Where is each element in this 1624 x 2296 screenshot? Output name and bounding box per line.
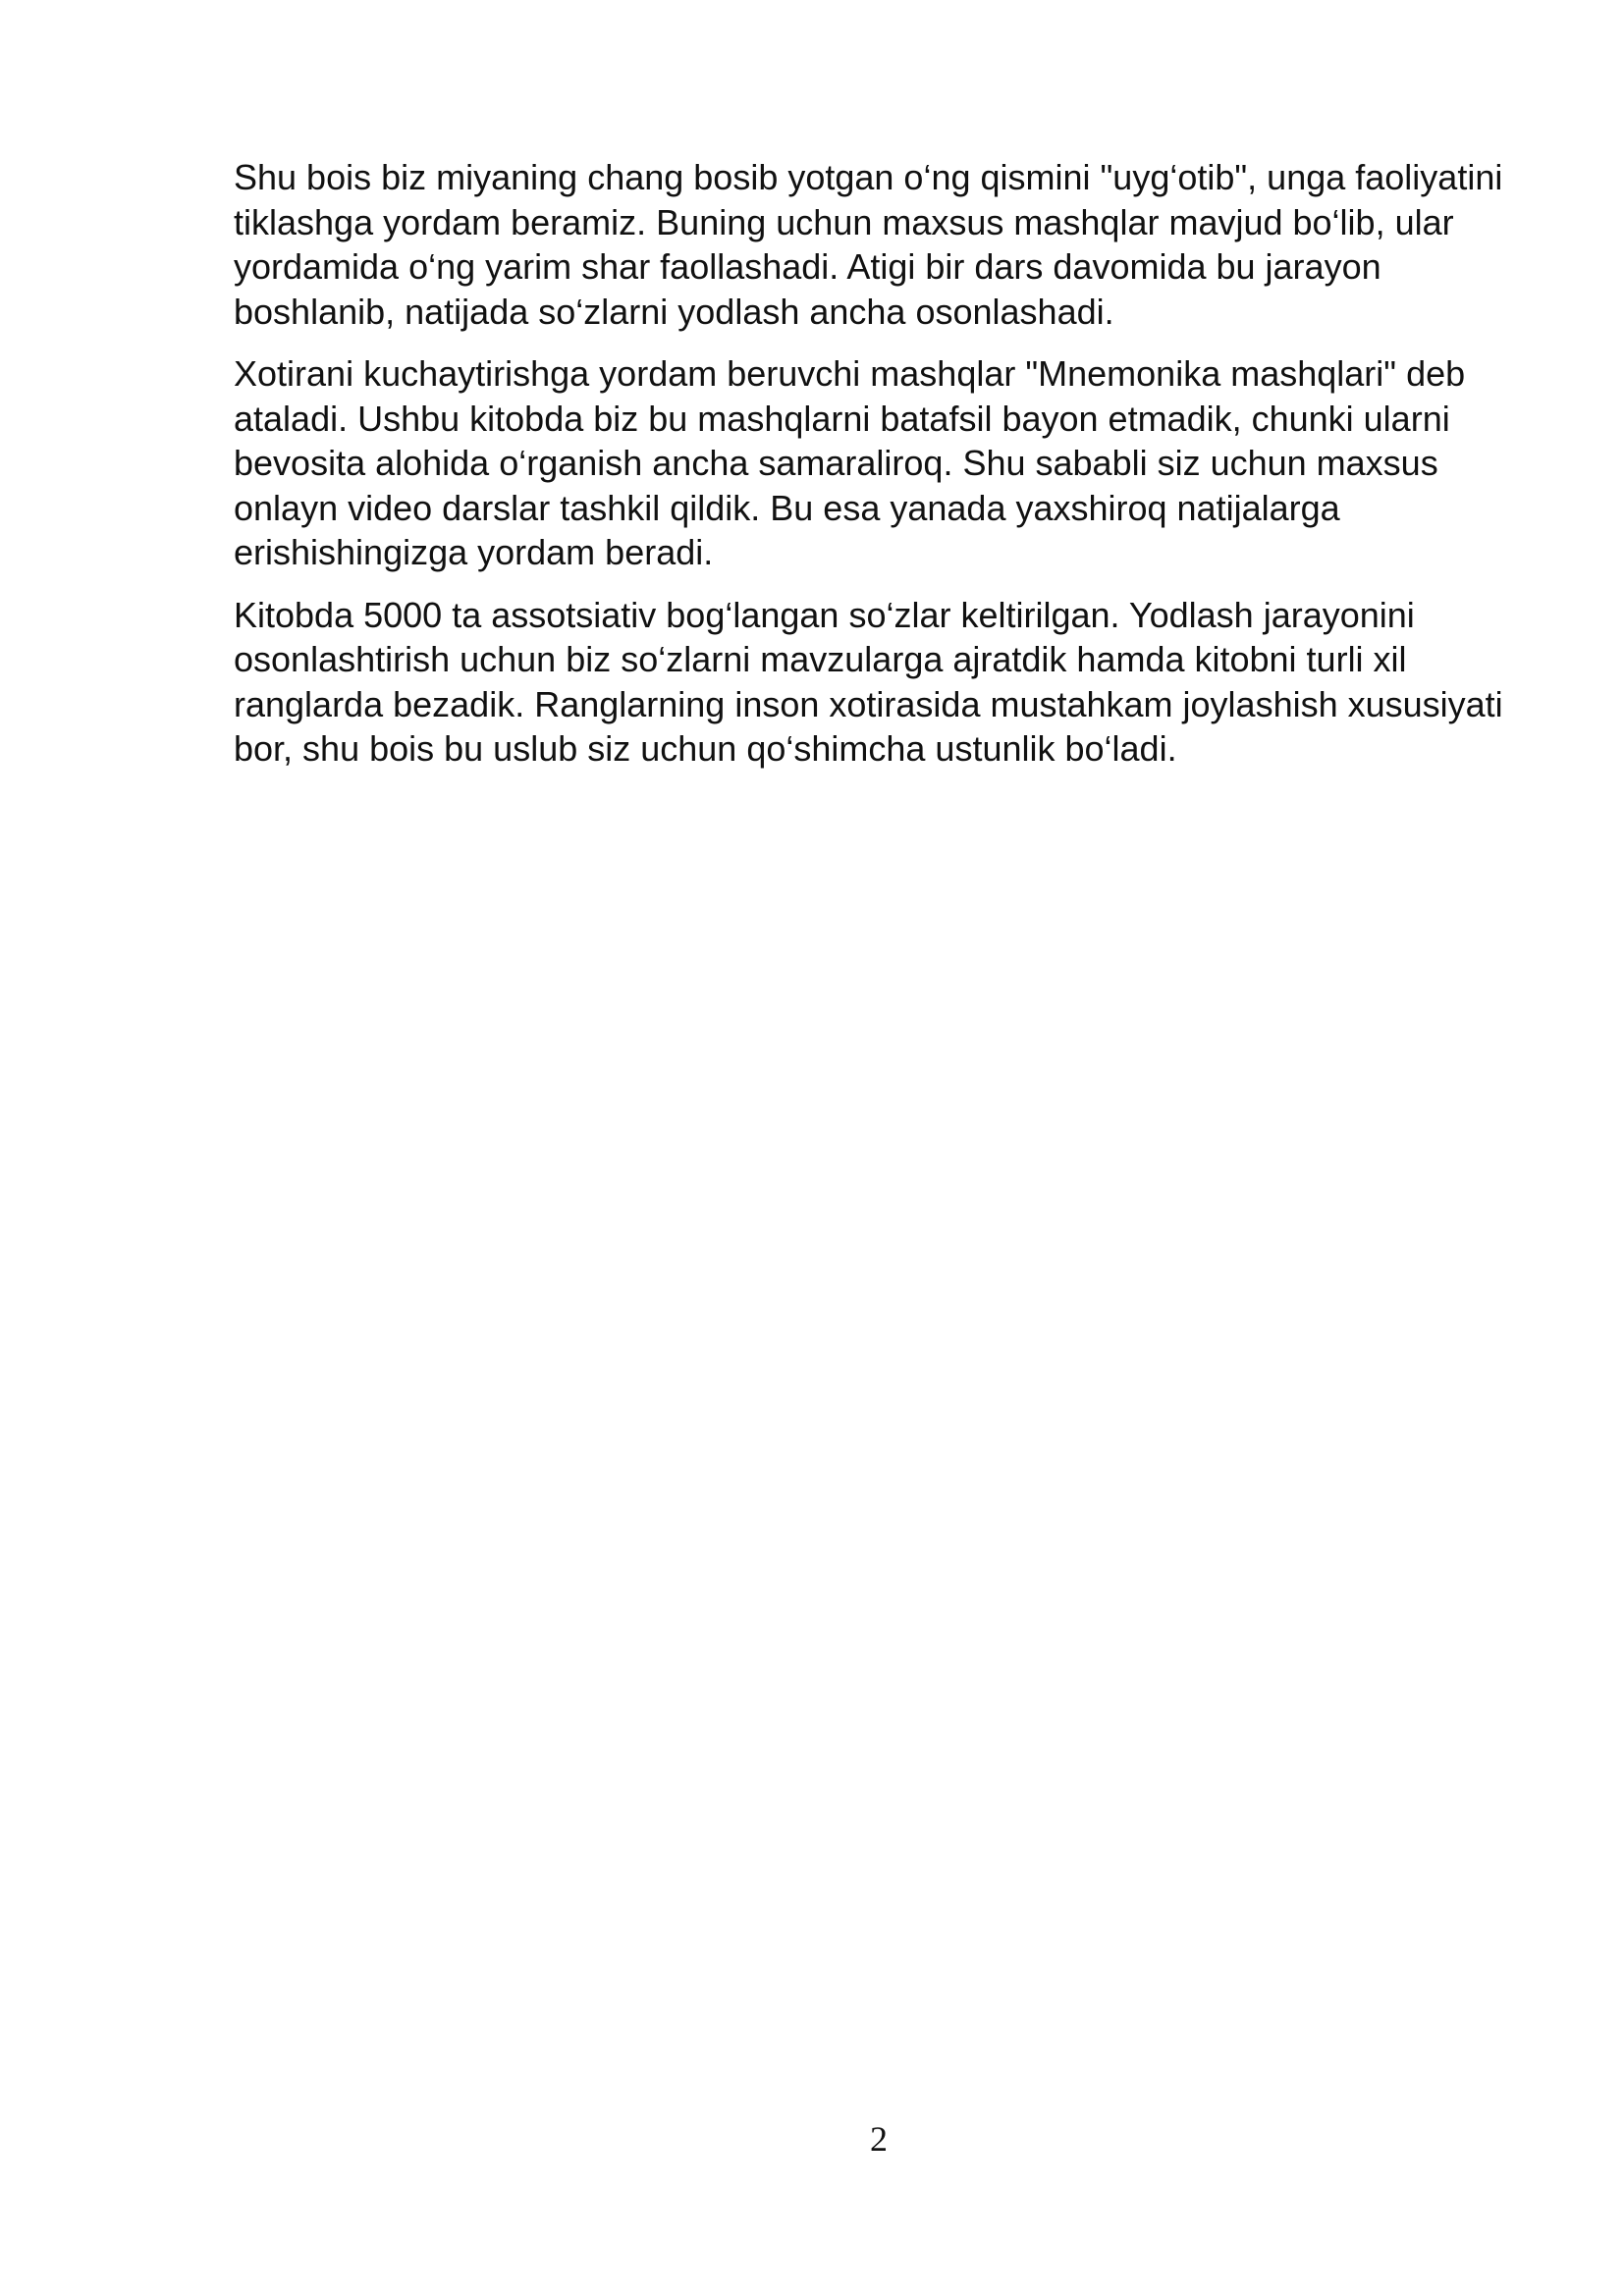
- paragraph-2: Xotirani kuchaytirishga yordam beruvchi mashqlar "Mnemonika mashqlari" deb ataladi. Ushbu kitobda biz bu mashqlarni batafsil bayon etmadik, chunki ularni bevosita alohida o‘rganish ancha samaraliroq. Shu sababli siz uchun maxsus onlayn video darslar tashkil qildik. Bu esa yanada yaxshiroq natijalarga erishishingizga yordam beradi.: [234, 353, 1466, 572]
- paragraph-1: Shu bois biz miyaning chang bosib yotgan o‘ng qismini "uyg‘otib", unga faoliyatini tiklashga yordam beramiz. Buning uchun maxsus mashqlar mavjud bo‘lib, ular yordamida o‘ng yarim shar faollashadi. Atigi bir dars davomida bu jarayon boshlanib, natijada so‘zlarni yodlash ancha osonlashadi.: [234, 157, 1503, 332]
- paragraph-3: Kitobda 5000 ta assotsiativ bog‘langan so‘zlar keltirilgan. Yodlash jarayonini osonlashtirish uchun biz so‘zlarni mavzularga ajratdik hamda kitobni turli xil ranglarda bezadik. Ranglarning inson xotirasida mustahkam joylashish xususiyati bor, shu bois bu uslub siz uchun qo‘shimcha ustunlik bo‘ladi.: [234, 594, 1503, 769]
- body-text: [234, 155, 1530, 789]
- page-number: 2: [870, 2119, 888, 2159]
